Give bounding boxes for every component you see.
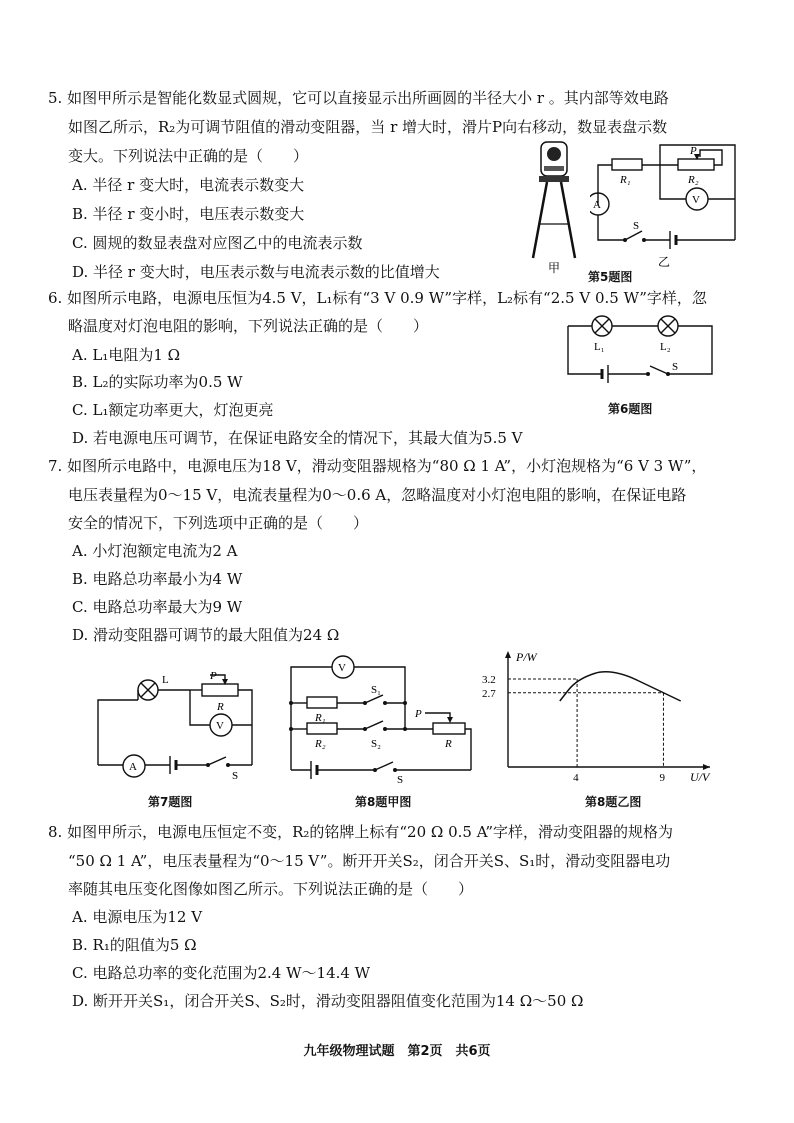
svg-text:R₁: R₁ bbox=[315, 712, 326, 724]
svg-text:L₂: L₂ bbox=[660, 341, 671, 353]
q7-stem-line-3: 安全的情况下，下列选项中正确的是（ ） bbox=[68, 514, 369, 532]
q5-option-d[interactable]: D. 半径 r 变大时，电压表示数与电流表示数的比值增大 bbox=[72, 263, 440, 281]
q6-option-c[interactable]: C. L₁额定功率更大，灯泡更亮 bbox=[72, 401, 274, 419]
svg-text:L₁: L₁ bbox=[594, 341, 605, 353]
svg-text:L: L bbox=[162, 674, 169, 686]
q7-stem-line-1: 7. 如图所示电路中，电源电压为18 V，滑动变阻器规格为“80 Ω 1 A”，小灯泡规格为“6 V 3 W”， bbox=[48, 457, 707, 475]
q8-jia-figure-caption: 第8题甲图 bbox=[355, 795, 412, 809]
svg-text:R: R bbox=[217, 701, 224, 713]
q7-option-b[interactable]: B. 电路总功率最小为4 W bbox=[72, 570, 243, 588]
q8-option-a[interactable]: A. 电源电压为12 V bbox=[72, 908, 203, 926]
q5-stem-line-2: 如图乙所示，R₂为可调节阻值的滑动变阻器，当 r 增大时，滑片P向右移动，数显表盘示数 bbox=[68, 118, 668, 136]
q6-circuit-diagram bbox=[560, 312, 720, 384]
q8-option-c[interactable]: C. 电路总功率的变化范围为2.4 W～14.4 W bbox=[72, 964, 371, 982]
q5-figure-caption: 第5题图 bbox=[588, 270, 633, 284]
svg-text:甲: 甲 bbox=[548, 261, 561, 275]
q6-option-d[interactable]: D. 若电源电压可调节，在保证电路安全的情况下，其最大值为5.5 V bbox=[72, 429, 523, 447]
svg-text:S: S bbox=[397, 774, 404, 785]
page-footer: 九年级物理试题 第2页 共6页 bbox=[303, 1044, 491, 1059]
q6-option-b[interactable]: B. L₂的实际功率为0.5 W bbox=[72, 373, 243, 391]
svg-text:V: V bbox=[692, 194, 700, 206]
svg-text:S: S bbox=[633, 220, 640, 232]
chart-y-axis-label: P/W bbox=[516, 650, 537, 664]
chart-x-tick-label: 4 bbox=[573, 772, 579, 784]
svg-text:S₁: S₁ bbox=[371, 684, 381, 696]
chart-curve bbox=[560, 672, 681, 701]
q7-stem-line-2: 电压表量程为0～15 V，电流表量程为0～0.6 A，忽略温度对小灯泡电阻的影响，在保证电路 bbox=[68, 486, 687, 504]
q5-stem-line-1: 5. 如图甲所示是智能化数显式圆规，它可以直接显示出所画圆的半径大小 r 。其内部等效电路 bbox=[48, 89, 669, 107]
svg-text:乙: 乙 bbox=[658, 255, 671, 269]
q5-option-c[interactable]: C. 圆规的数显表盘对应图乙中的电流表示数 bbox=[72, 234, 363, 252]
svg-text:S: S bbox=[232, 770, 239, 782]
svg-text:R: R bbox=[445, 738, 452, 750]
q5-option-b[interactable]: B. 半径 r 变小时，电压表示数变大 bbox=[72, 205, 305, 223]
chart-axes bbox=[505, 651, 710, 770]
chart-y-tick-label: 3.2 bbox=[482, 674, 496, 686]
svg-text:R₂: R₂ bbox=[315, 738, 326, 750]
chart-x-axis-label: U/V bbox=[690, 770, 710, 784]
svg-text:R₂: R₂ bbox=[688, 174, 699, 186]
q6-figure-caption: 第6题图 bbox=[608, 402, 653, 416]
q8-option-b[interactable]: B. R₁的阻值为5 Ω bbox=[72, 936, 197, 954]
q6-option-a[interactable]: A. L₁电阻为1 Ω bbox=[72, 346, 181, 364]
svg-text:S: S bbox=[672, 361, 679, 373]
svg-text:P: P bbox=[210, 670, 217, 682]
q5-circuit-diagram bbox=[590, 140, 740, 270]
q5-stem-line-3: 变大。下列说法中正确的是（ ） bbox=[68, 147, 309, 165]
q7-circuit-diagram bbox=[90, 665, 265, 785]
chart-y-tick-label: 2.7 bbox=[482, 687, 496, 700]
q7-option-d[interactable]: D. 滑动变阻器可调节的最大阻值为24 Ω bbox=[72, 626, 340, 644]
svg-text:P: P bbox=[415, 708, 422, 720]
q8-option-d[interactable]: D. 断开开关S₁，闭合开关S、S₂时，滑动变阻器阻值变化范围为14 Ω～50 Ω bbox=[72, 992, 584, 1010]
q8-stem-line-3: 率随其电压变化图像如图乙所示。下列说法正确的是（ ） bbox=[68, 880, 474, 898]
chart-x-tick-label: 9 bbox=[659, 772, 665, 784]
svg-text:P: P bbox=[690, 145, 697, 157]
q6-stem-line-2: 略温度对灯泡电阻的影响，下列说法正确的是（ ） bbox=[68, 317, 429, 335]
q5-option-a[interactable]: A. 半径 r 变大时，电流表示数变大 bbox=[72, 176, 305, 194]
q7-option-c[interactable]: C. 电路总功率最大为9 W bbox=[72, 598, 243, 616]
svg-text:R₁: R₁ bbox=[620, 174, 631, 186]
svg-text:A: A bbox=[129, 761, 137, 773]
q8-yi-figure-caption: 第8题乙图 bbox=[585, 795, 642, 809]
digital-compass-figure bbox=[525, 138, 585, 276]
q6-stem-line-1: 6. 如图所示电路，电源电压恒为4.5 V，L₁标有“3 V 0.9 W”字样，L₂标有“2.5 V 0.5 W”字样，忽 bbox=[48, 289, 707, 307]
q8-power-voltage-chart bbox=[478, 645, 718, 785]
q8-circuit-diagram bbox=[285, 655, 475, 785]
svg-text:S₂: S₂ bbox=[371, 738, 381, 750]
svg-text:A: A bbox=[593, 199, 601, 211]
svg-text:V: V bbox=[216, 720, 224, 732]
q7-figure-caption: 第7题图 bbox=[148, 795, 193, 809]
q8-stem-line-2: “50 Ω 1 A”，电压表量程为“0～15 V”。断开开关S₂，闭合开关S、S₁时，滑动变阻器电功 bbox=[68, 852, 671, 870]
svg-text:V: V bbox=[338, 662, 346, 674]
q7-option-a[interactable]: A. 小灯泡额定电流为2 A bbox=[72, 542, 238, 560]
q8-stem-line-1: 8. 如图甲所示，电源电压恒定不变，R₂的铭牌上标有“20 Ω 0.5 A”字样，滑动变阻器的规格为 bbox=[48, 823, 674, 841]
